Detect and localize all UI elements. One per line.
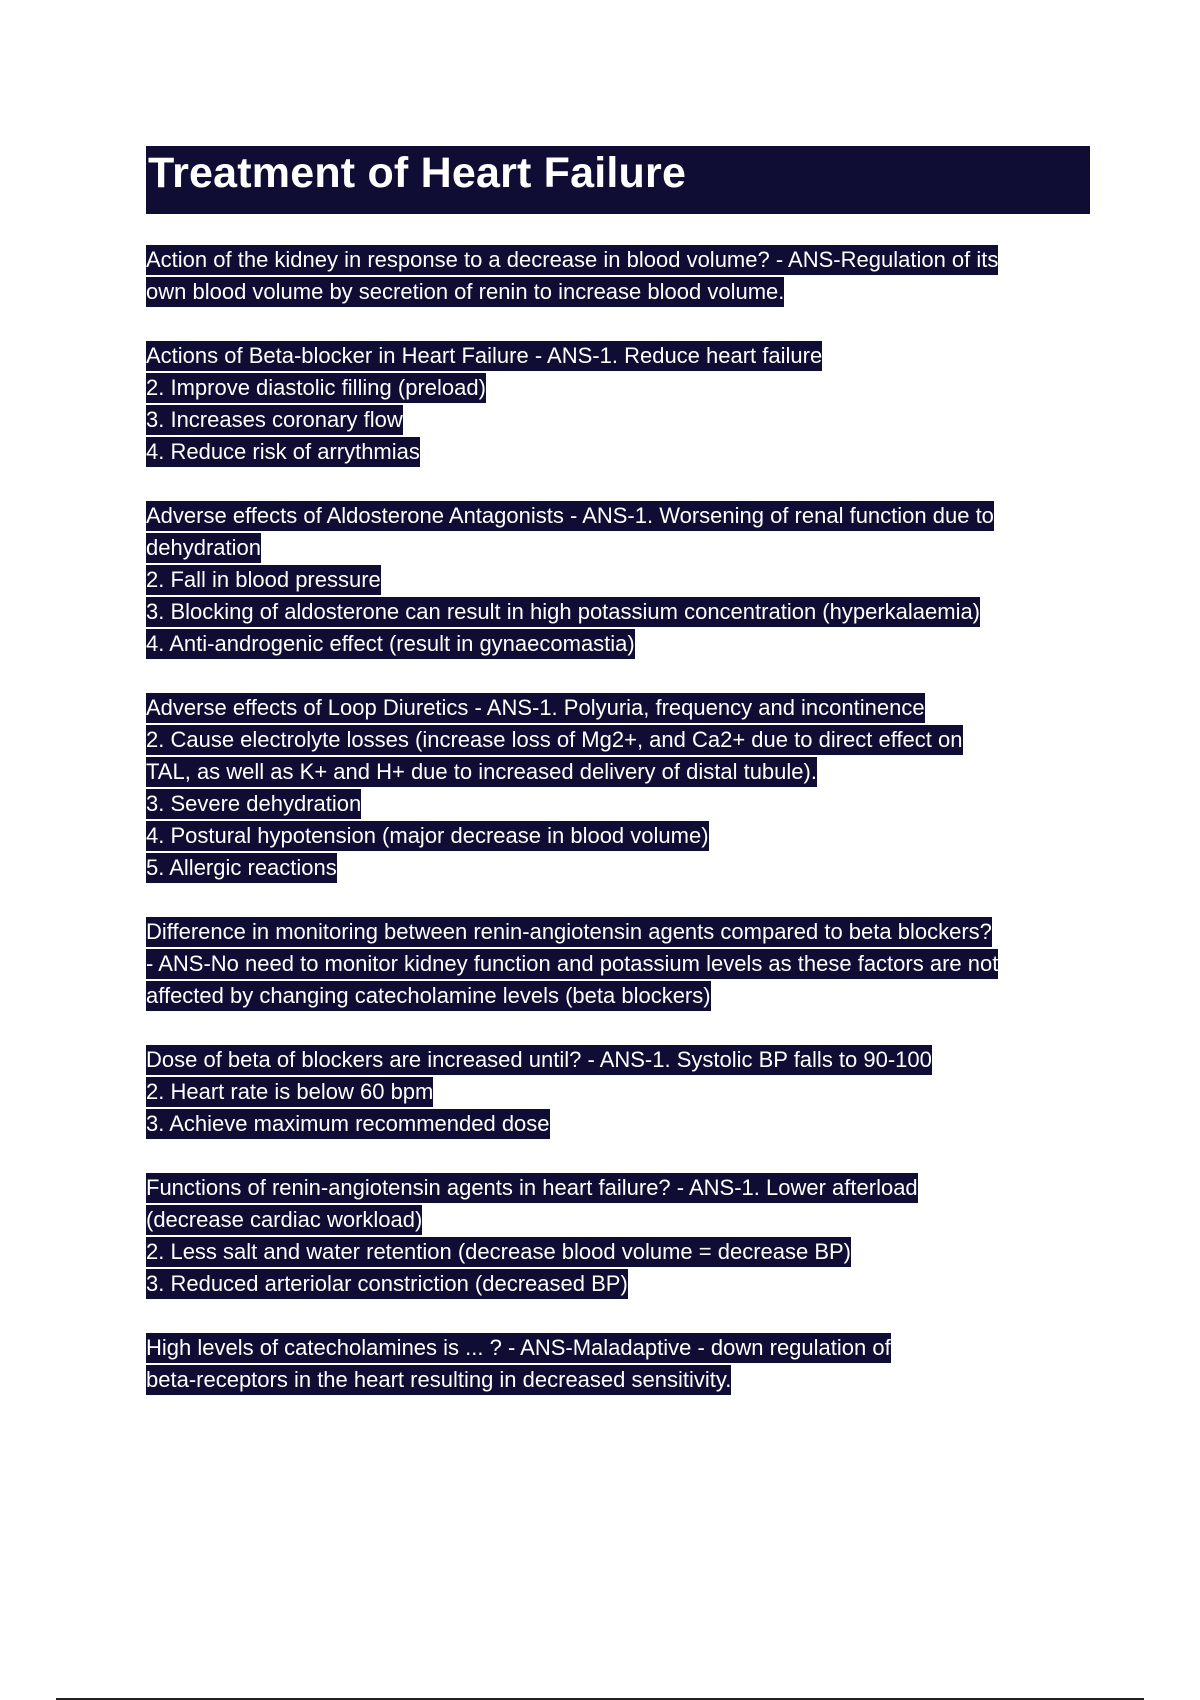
highlighted-text: - ANS-No need to monitor kidney function and potassium levels as these factors are not [146, 949, 998, 979]
highlighted-text: Actions of Beta-blocker in Heart Failure - ANS-1. Reduce heart failure [146, 341, 822, 371]
qa-line [146, 1236, 1096, 1268]
qa-line [146, 404, 1096, 436]
qa-line [146, 436, 1096, 468]
qa-line [146, 596, 1096, 628]
qa-entry [146, 692, 1096, 884]
qa-line [146, 532, 1096, 564]
highlighted-text: Action of the kidney in response to a decrease in blood volume? - ANS-Regulation of its [146, 245, 998, 275]
qa-line [146, 1076, 1096, 1108]
flashcard-list [146, 244, 1096, 1428]
highlighted-text: 5. Allergic reactions [146, 853, 337, 883]
qa-entry [146, 500, 1096, 660]
highlighted-text: beta-receptors in the heart resulting in decreased sensitivity. [146, 1365, 731, 1395]
qa-line [146, 1332, 1096, 1364]
highlighted-text: Functions of renin-angiotensin agents in heart failure? - ANS-1. Lower afterload [146, 1173, 918, 1203]
qa-entry [146, 340, 1096, 468]
highlighted-text: 2. Fall in blood pressure [146, 565, 381, 595]
highlighted-text: 3. Increases coronary flow [146, 405, 403, 435]
highlighted-text: 3. Blocking of aldosterone can result in high potassium concentration (hyperkalaemia) [146, 597, 980, 627]
highlighted-text: High levels of catecholamines is ... ? - ANS-Maladaptive - down regulation of [146, 1333, 891, 1363]
qa-line [146, 628, 1096, 660]
highlighted-text: 3. Achieve maximum recommended dose [146, 1109, 550, 1139]
highlighted-text: 4. Postural hypotension (major decrease in blood volume) [146, 821, 709, 851]
qa-line [146, 1044, 1096, 1076]
qa-line [146, 948, 1096, 980]
qa-line [146, 692, 1096, 724]
qa-entry [146, 244, 1096, 308]
highlighted-text: affected by changing catecholamine levels (beta blockers) [146, 981, 711, 1011]
qa-line [146, 244, 1096, 276]
highlighted-text: 2. Less salt and water retention (decrease blood volume = decrease BP) [146, 1237, 851, 1267]
highlighted-text: TAL, as well as K+ and H+ due to increased delivery of distal tubule). [146, 757, 817, 787]
page-title: Treatment of Heart Failure [148, 149, 687, 197]
highlighted-text: 4. Reduce risk of arrythmias [146, 437, 420, 467]
qa-line [146, 372, 1096, 404]
qa-line [146, 1364, 1096, 1396]
qa-line [146, 980, 1096, 1012]
qa-line [146, 564, 1096, 596]
highlighted-text: 3. Severe dehydration [146, 789, 361, 819]
qa-line [146, 340, 1096, 372]
highlighted-text: Adverse effects of Loop Diuretics - ANS-1. Polyuria, frequency and incontinence [146, 693, 925, 723]
highlighted-text: 3. Reduced arteriolar constriction (decreased BP) [146, 1269, 628, 1299]
qa-entry [146, 1044, 1096, 1140]
qa-line [146, 916, 1096, 948]
qa-entry [146, 1172, 1096, 1300]
qa-line [146, 500, 1096, 532]
qa-line [146, 1204, 1096, 1236]
qa-line [146, 852, 1096, 884]
qa-entry [146, 1332, 1096, 1396]
qa-line [146, 756, 1096, 788]
qa-line [146, 724, 1096, 756]
qa-line [146, 788, 1096, 820]
highlighted-text: Dose of beta of blockers are increased until? - ANS-1. Systolic BP falls to 90-100 [146, 1045, 932, 1075]
highlighted-text: (decrease cardiac workload) [146, 1205, 422, 1235]
qa-line [146, 1172, 1096, 1204]
highlighted-text: Difference in monitoring between renin-angiotensin agents compared to beta blockers? [146, 917, 992, 947]
qa-entry [146, 916, 1096, 1012]
title-banner [146, 146, 1090, 214]
highlighted-text: 4. Anti-androgenic effect (result in gynaecomastia) [146, 629, 635, 659]
highlighted-text: 2. Improve diastolic filling (preload) [146, 373, 486, 403]
highlighted-text: 2. Cause electrolyte losses (increase loss of Mg2+, and Ca2+ due to direct effect on [146, 725, 963, 755]
qa-line [146, 276, 1096, 308]
highlighted-text: own blood volume by secretion of renin to increase blood volume. [146, 277, 784, 307]
highlighted-text: dehydration [146, 533, 261, 563]
highlighted-text: 2. Heart rate is below 60 bpm [146, 1077, 433, 1107]
highlighted-text: Adverse effects of Aldosterone Antagonists - ANS-1. Worsening of renal function due to [146, 501, 994, 531]
qa-line [146, 820, 1096, 852]
qa-line [146, 1108, 1096, 1140]
qa-line [146, 1268, 1096, 1300]
